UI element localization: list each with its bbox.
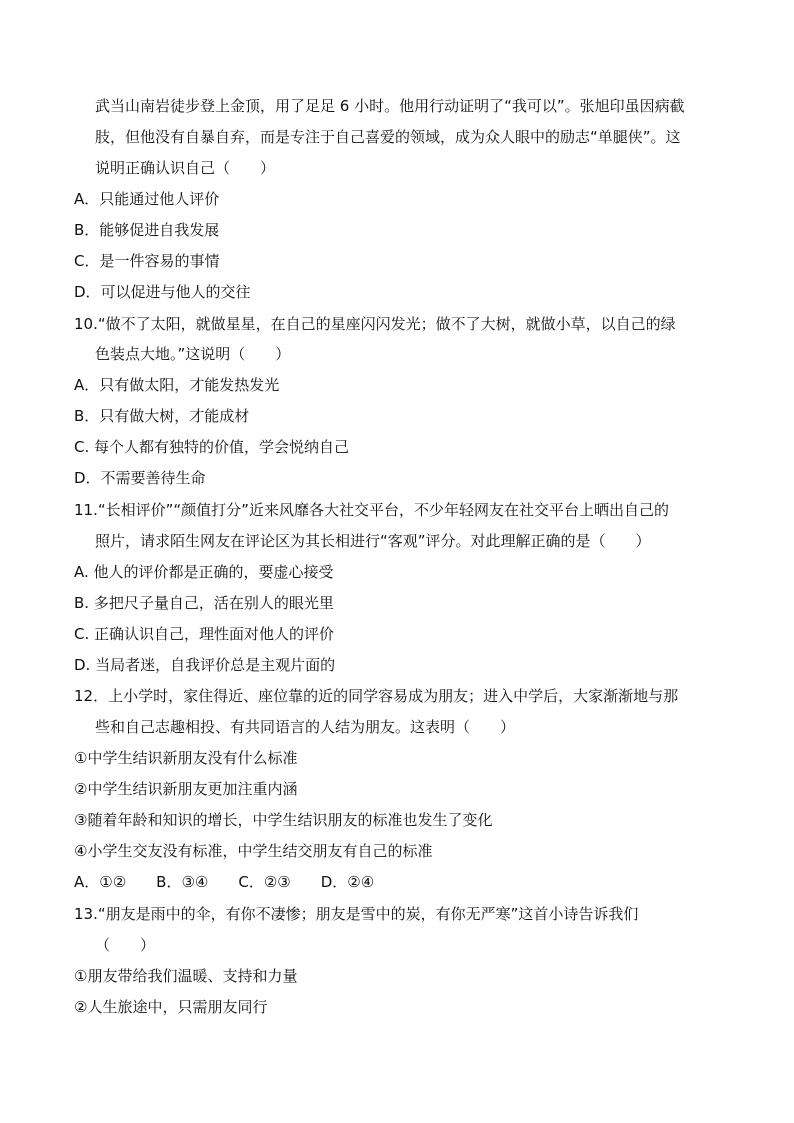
q12-statement-4: ④小学生交友没有标准，中学生结交朋友有自己的标准 (74, 842, 433, 860)
q10-stem-line-1: 10.“做不了太阳，就做星星，在自己的星座闪闪发光；做不了大树，就做小草，以自己的绿 (74, 315, 676, 333)
q11-option-c: C. 正确认识自己，理性面对他人的评价 (74, 625, 335, 643)
q9-text-line-1: 武当山南岩徒步登上金顶，用了足足 6 小时。他用行动证明了“我可以”。张旭印虽因病截 (95, 97, 685, 115)
q11-option-b: B. 多把尺子量自己，活在别人的眼光里 (74, 594, 334, 612)
q9-option-d: D．可以促进与他人的交往 (74, 283, 251, 301)
q10-option-c: C. 每个人都有独特的价值，学会悦纳自己 (74, 438, 350, 456)
q10-stem-line-2: 色装点大地。”这说明（ ） (95, 345, 291, 363)
q11-stem-line-2: 照片，请求陌生网友在评论区为其长相进行“客观”评分。对此理解正确的是（ ） (95, 532, 651, 550)
q12-answer-choices: A．①② B．③④ C．②③ D．②④ (74, 873, 375, 891)
q10-option-b: B．只有做大树，才能成材 (74, 407, 250, 425)
q13-stem-line-2: （ ） (95, 936, 156, 954)
q12-stem-line-1: 12．上小学时，家住得近、座位靠的近的同学容易成为朋友；进入中学后，大家渐渐地与那 (74, 687, 679, 705)
q11-option-d: D. 当局者迷，自我评价总是主观片面的 (74, 656, 336, 674)
q9-text-line-2: 肢，但他没有自暴自弃，而是专注于自己喜爱的领域，成为众人眼中的励志“单腿侠”。这 (95, 128, 681, 146)
q11-option-a: A. 他人的评价都是正确的，要虚心接受 (74, 563, 334, 581)
q12-statement-3: ③随着年龄和知识的增长，中学生结识朋友的标准也发生了变化 (74, 811, 493, 829)
q13-statement-2: ②人生旅途中，只需朋友同行 (74, 998, 268, 1016)
q12-statement-1: ①中学生结识新朋友没有什么标准 (74, 749, 298, 767)
q10-option-d: D．不需要善待生命 (74, 469, 206, 487)
q9-option-a: A．只能通过他人评价 (74, 190, 220, 208)
q11-stem-line-1: 11.“长相评价”“颜值打分”近来风靡各大社交平台，不少年轻网友在社交平台上晒出自己的 (74, 501, 669, 519)
q13-stem-line-1: 13.“朋友是雨中的伞，有你不凄惨；朋友是雪中的炭，有你无严寒”这首小诗告诉我们 (74, 905, 639, 923)
q10-option-a: A．只有做太阳，才能发热发光 (74, 376, 280, 394)
q12-stem-line-2: 些和自己志趣相投、有共同语言的人结为朋友。这表明（ ） (95, 718, 516, 736)
q12-statement-2: ②中学生结识新朋友更加注重内涵 (74, 780, 298, 798)
q9-option-b: B．能够促进自我发展 (74, 221, 220, 239)
q9-text-line-3: 说明正确认识自己（ ） (95, 159, 276, 177)
q13-statement-1: ①朋友带给我们温暖、支持和力量 (74, 967, 298, 985)
q9-option-c: C．是一件容易的事情 (74, 252, 220, 270)
